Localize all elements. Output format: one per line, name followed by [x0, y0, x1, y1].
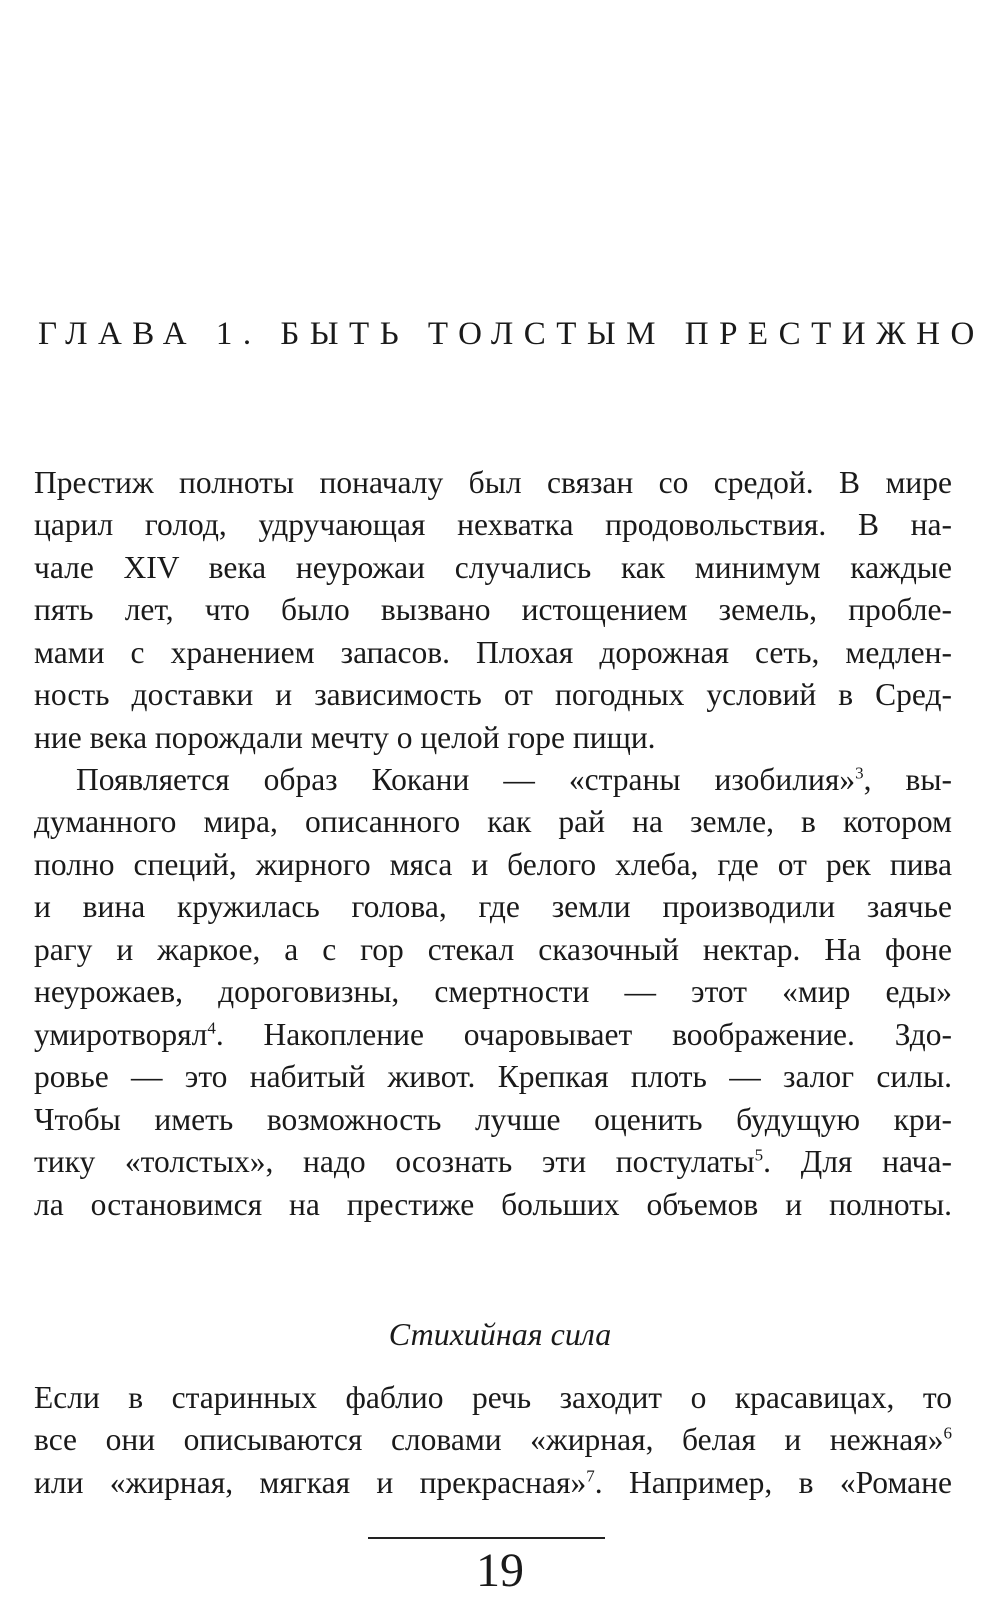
text-line: полно специй, жирного мяса и белого хлеба, где от рек пива: [34, 847, 952, 882]
text-line: Престиж полноты поначалу был связан со средой. В мире: [34, 465, 952, 500]
text-line: рагу и жаркое, а с гор стекал сказочный нектар. На фоне: [34, 932, 952, 967]
footnote-ref: 3: [855, 763, 864, 783]
text-line: ла остановимся на престиже больших объемов и полноты.: [34, 1187, 952, 1222]
text-line: умиротворял$^4$. Накопление очаровывает воображение. Здо-: [34, 1017, 952, 1052]
chapter-title: ГЛАВА 1. БЫТЬ ТОЛСТЫМ ПРЕСТИЖНО: [38, 316, 985, 352]
footnote-ref: 5: [754, 1145, 764, 1165]
text-line: неурожаев, дороговизны, смертности — этот «мир еды»: [34, 974, 952, 1009]
page-number: 19: [476, 1544, 524, 1597]
text-line: ность доставки и зависимость от погодных условий в Сред-: [34, 677, 952, 712]
text-line: или «жирная, мягкая и прекрасная»$^7$. Например, в «Романе: [34, 1465, 952, 1500]
footer-rule: [368, 1537, 605, 1539]
footnote-ref: 6: [943, 1423, 952, 1443]
footnote-ref: 7: [586, 1466, 595, 1486]
text-line: чале XIV века неурожаи случались как минимум каждые: [34, 550, 952, 585]
text-line: Появляется образ Кокани — «страны изобилия»$^3$, вы-: [76, 762, 952, 797]
text-line: думанного мира, описанного как рай на земле, в котором: [34, 804, 952, 839]
text-line: Чтобы иметь возможность лучше оценить будущую кри-: [34, 1102, 952, 1137]
footnote-ref: 4: [207, 1018, 216, 1038]
text-line: тику «толстых», надо осознать эти постулаты$^5$. Для нача-: [34, 1144, 952, 1179]
text-line: ровье — это набитый живот. Крепкая плоть — залог силы.: [34, 1059, 952, 1094]
text-line: мами с хранением запасов. Плохая дорожная сеть, медлен-: [34, 635, 952, 670]
text-line: Если в старинных фаблио речь заходит о красавицах, то: [34, 1380, 952, 1415]
text-line: ние века порождали мечту о целой горе пищи.: [34, 720, 656, 755]
text-line: все они описываются словами «жирная, белая и нежная»$^6$: [34, 1422, 952, 1457]
text-line: пять лет, что было вызвано истощением земель, пробле-: [34, 592, 952, 627]
section-heading: Стихийная сила: [388, 1316, 612, 1352]
text-line: царил голод, удручающая нехватка продовольствия. В на-: [34, 507, 952, 542]
text-line: и вина кружилась голова, где земли производили заячье: [34, 889, 952, 924]
